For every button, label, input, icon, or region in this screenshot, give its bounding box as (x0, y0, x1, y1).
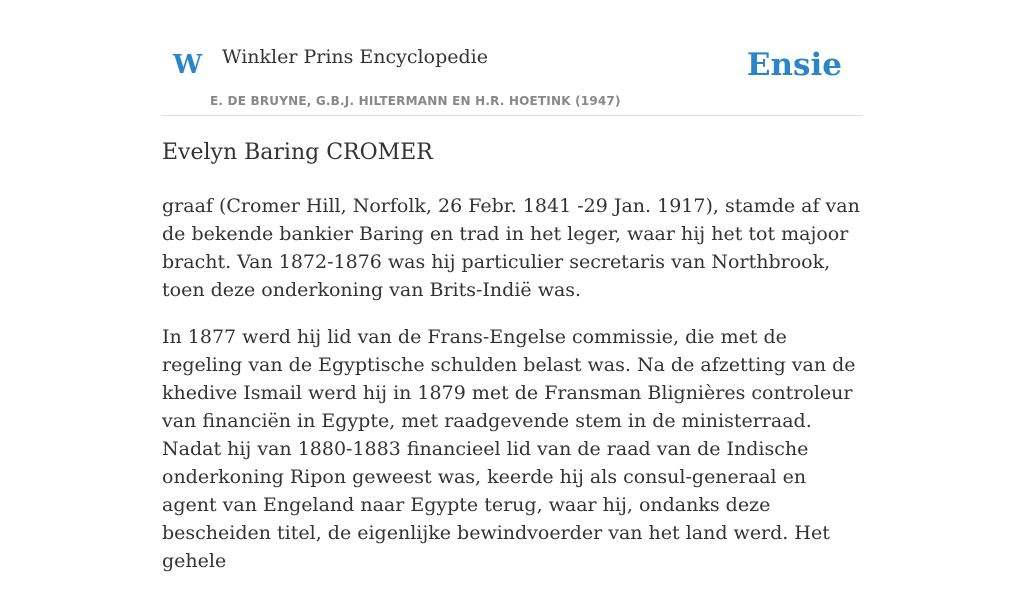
source-title[interactable]: Winkler Prins Encyclopedie (222, 46, 488, 68)
article-paragraph: graaf (Cromer Hill, Norfolk, 26 Febr. 1841 -29 Jan. 1917), stamde af van de bekende bankier Baring en trad in het leger, waar hij het tot majoor bracht. Van 1872-1876 was hij particulier secretaris van Northbrook, toen deze onderkoning van Brits-Indië was. (162, 195, 860, 301)
source-authors: E. DE BRUYNE, G.B.J. HILTERMANN EN H.R. HOETINK (1947) (210, 94, 621, 108)
article-paragraph: In 1877 werd hij lid van de Frans-Engelse commissie, die met de regeling van de Egyptische schulden belast was. Na de afzetting van de khedive Ismail werd hij in 1879 met de Fransman Blignières controleur van financiën in Egypte, met raadgevende stem in de ministerraad. Nadat hij van 1880-1883 financieel lid van de raad van de Indische onderkoning Ripon geweest was, keerde hij als consul-generaal en agent van Engeland naar Egypte terug, waar hij, ondanks deze bescheiden titel, de eigenlijke bewindvoerder van het land werd. Het gehele (162, 326, 856, 572)
article-body (162, 192, 862, 594)
page (162, 0, 862, 572)
source-header (162, 0, 862, 116)
brand-logo-link[interactable]: Ensie (746, 47, 842, 83)
source-logo-link[interactable]: W (173, 50, 203, 80)
article-title: Evelyn Baring CROMER (162, 140, 433, 165)
